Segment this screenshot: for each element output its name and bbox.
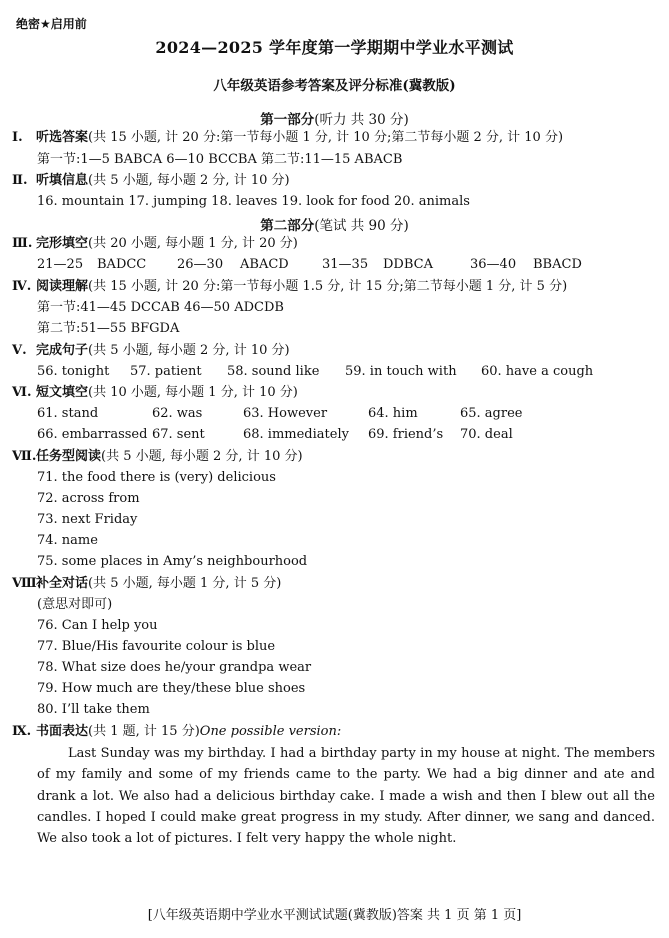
section-9-name: 书面表达: [36, 724, 89, 739]
answer-item: 80. I’ll take them: [37, 702, 150, 717]
cloze-answer: ABACD: [240, 257, 289, 272]
part-one-label: 第一部分: [260, 112, 315, 128]
section-4-note: (共 15 小题, 计 20 分:第一节每小题 1.5 分, 计 15 分;第二节每小题 1 分, 计 5 分): [88, 279, 568, 294]
section-3-note: (共 20 小题, 每小题 1 分, 计 20 分): [88, 236, 298, 251]
answer-item: 78. What size does he/your grandpa wear: [37, 660, 312, 675]
confidential-mark: 绝密★启用前: [16, 17, 87, 31]
section-6-name: 短文填空: [36, 385, 89, 400]
section-3-name: 完形填空: [36, 236, 89, 251]
section-6-number: Ⅵ.: [12, 385, 32, 400]
part-one-note: (听力 共 30 分): [314, 112, 409, 128]
answer-item: 56. tonight: [37, 364, 110, 379]
section-8-number: Ⅷ.: [12, 576, 42, 591]
answer-item: 68. immediately: [243, 427, 349, 442]
part-two-heading: [0, 214, 669, 234]
section-7-note: (共 5 小题, 每小题 2 分, 计 10 分): [101, 449, 303, 464]
section-9-note: (共 1 题, 计 15 分): [88, 724, 200, 739]
section-9-heading: [12, 724, 341, 740]
answer-item: 67. sent: [152, 427, 205, 442]
section-2-number: Ⅱ.: [12, 173, 28, 188]
section-7-heading: [12, 449, 303, 465]
page-footer: [八年级英语期中学业水平测试试题(冀教版)答案 共 1 页 第 1 页]: [147, 908, 522, 923]
answer-item: 71. the food there is (very) delicious: [37, 470, 276, 485]
section-4-name: 阅读理解: [36, 279, 89, 294]
section-1-answers: 第一节:1—5 BABCA 6—10 BCCBA 第二节:11—15 ABACB: [37, 152, 403, 167]
cloze-range: 36—40: [470, 257, 517, 272]
section-5-note: (共 5 小题, 每小题 2 分, 计 10 分): [88, 343, 290, 358]
section-4-heading: [12, 279, 567, 295]
section-3-number: Ⅲ.: [12, 236, 33, 251]
part-two-note: (笔试 共 90 分): [314, 218, 409, 234]
section-8-hint: (意思对即可): [37, 597, 113, 612]
answer-item: 73. next Friday: [37, 512, 138, 527]
cloze-answer: DDBCA: [383, 257, 433, 272]
cloze-range: 31—35: [322, 257, 369, 272]
section-5-name: 完成句子: [36, 343, 89, 358]
section-9-number: Ⅸ.: [12, 724, 32, 739]
answer-item: 64. him: [368, 406, 418, 421]
cloze-answer: BBACD: [533, 257, 582, 272]
answer-item: 59. in touch with: [345, 364, 457, 379]
answer-item: 76. Can I help you: [37, 618, 158, 633]
section-5-number: Ⅴ.: [12, 343, 27, 358]
page-title: 2024—2025 学年度第一学期期中学业水平测试: [155, 38, 514, 57]
page-subtitle: 八年级英语参考答案及评分标准(冀教版): [213, 78, 456, 94]
section-4-number: Ⅳ.: [12, 279, 32, 294]
section-6-answers-row2: [0, 427, 669, 443]
section-5-heading: [12, 343, 290, 359]
answer-item: 62. was: [152, 406, 203, 421]
answer-item: 65. agree: [460, 406, 523, 421]
section-3-heading: [12, 236, 298, 252]
section-1-name: 听选答案: [36, 130, 89, 145]
cloze-answer: BADCC: [97, 257, 147, 272]
section-7-name: 任务型阅读: [36, 449, 102, 464]
part-one-heading: [0, 108, 669, 128]
sample-version-label: One possible version:: [199, 724, 342, 739]
section-1-note: (共 15 小题, 计 20 分:第一节每小题 1 分, 计 10 分;第二节每小题 2 分, 计 10 分): [88, 130, 564, 145]
section-4-answers-part1: 第一节:41—45 DCCAB 46—50 ADCDB: [37, 300, 284, 315]
section-8-heading: [12, 576, 281, 592]
section-1-heading: [12, 130, 563, 146]
answer-item: 79. How much are they/these blue shoes: [37, 681, 306, 696]
section-3-answers: [0, 257, 669, 273]
cloze-range: 21—25: [37, 257, 84, 272]
section-6-answers-row1: [0, 406, 669, 422]
answer-item: 74. name: [37, 533, 98, 548]
section-1-number: Ⅰ.: [12, 130, 23, 145]
section-2-note: (共 5 小题, 每小题 2 分, 计 10 分): [88, 173, 290, 188]
answer-item: 69. friend’s: [368, 427, 444, 442]
section-5-answers: [0, 364, 669, 380]
answer-item: 58. sound like: [227, 364, 320, 379]
section-8-name: 补全对话: [36, 576, 89, 591]
section-8-note: (共 5 小题, 每小题 1 分, 计 5 分): [88, 576, 282, 591]
answer-item: 57. patient: [130, 364, 202, 379]
section-6-note: (共 10 小题, 每小题 1 分, 计 10 分): [88, 385, 298, 400]
section-4-answers-part2: 第二节:51—55 BFGDA: [37, 321, 180, 336]
section-7-number: Ⅶ.: [12, 449, 37, 464]
answer-item: 70. deal: [460, 427, 513, 442]
answer-item: 75. some places in Amy’s neighbourhood: [37, 554, 308, 569]
answer-item: 77. Blue/His favourite colour is blue: [37, 639, 276, 654]
answer-item: 66. embarrassed: [37, 427, 148, 442]
sample-essay: Last Sunday was my birthday. I had a birthday party in my house at night. The members of my family and some of my friends came to the party. We had a big dinner and ate and drank a lot. We also had a delicious birthday cake. I made a wish and then I blew out all the candles. I hoped I could make great progress in my study. After dinner, we sang and danced. We also took a lot of pictures. I felt very happy the whole night.: [37, 746, 655, 847]
section-2-answers: 16. mountain 17. jumping 18. leaves 19. look for food 20. animals: [37, 194, 470, 209]
answer-item: 61. stand: [37, 406, 99, 421]
section-2-name: 听填信息: [36, 173, 89, 188]
answer-item: 60. have a cough: [481, 364, 594, 379]
part-two-label: 第二部分: [260, 218, 315, 234]
section-6-heading: [12, 385, 298, 401]
answer-item: 72. across from: [37, 491, 140, 506]
cloze-range: 26—30: [177, 257, 224, 272]
section-2-heading: [12, 173, 290, 189]
answer-item: 63. However: [243, 406, 328, 421]
